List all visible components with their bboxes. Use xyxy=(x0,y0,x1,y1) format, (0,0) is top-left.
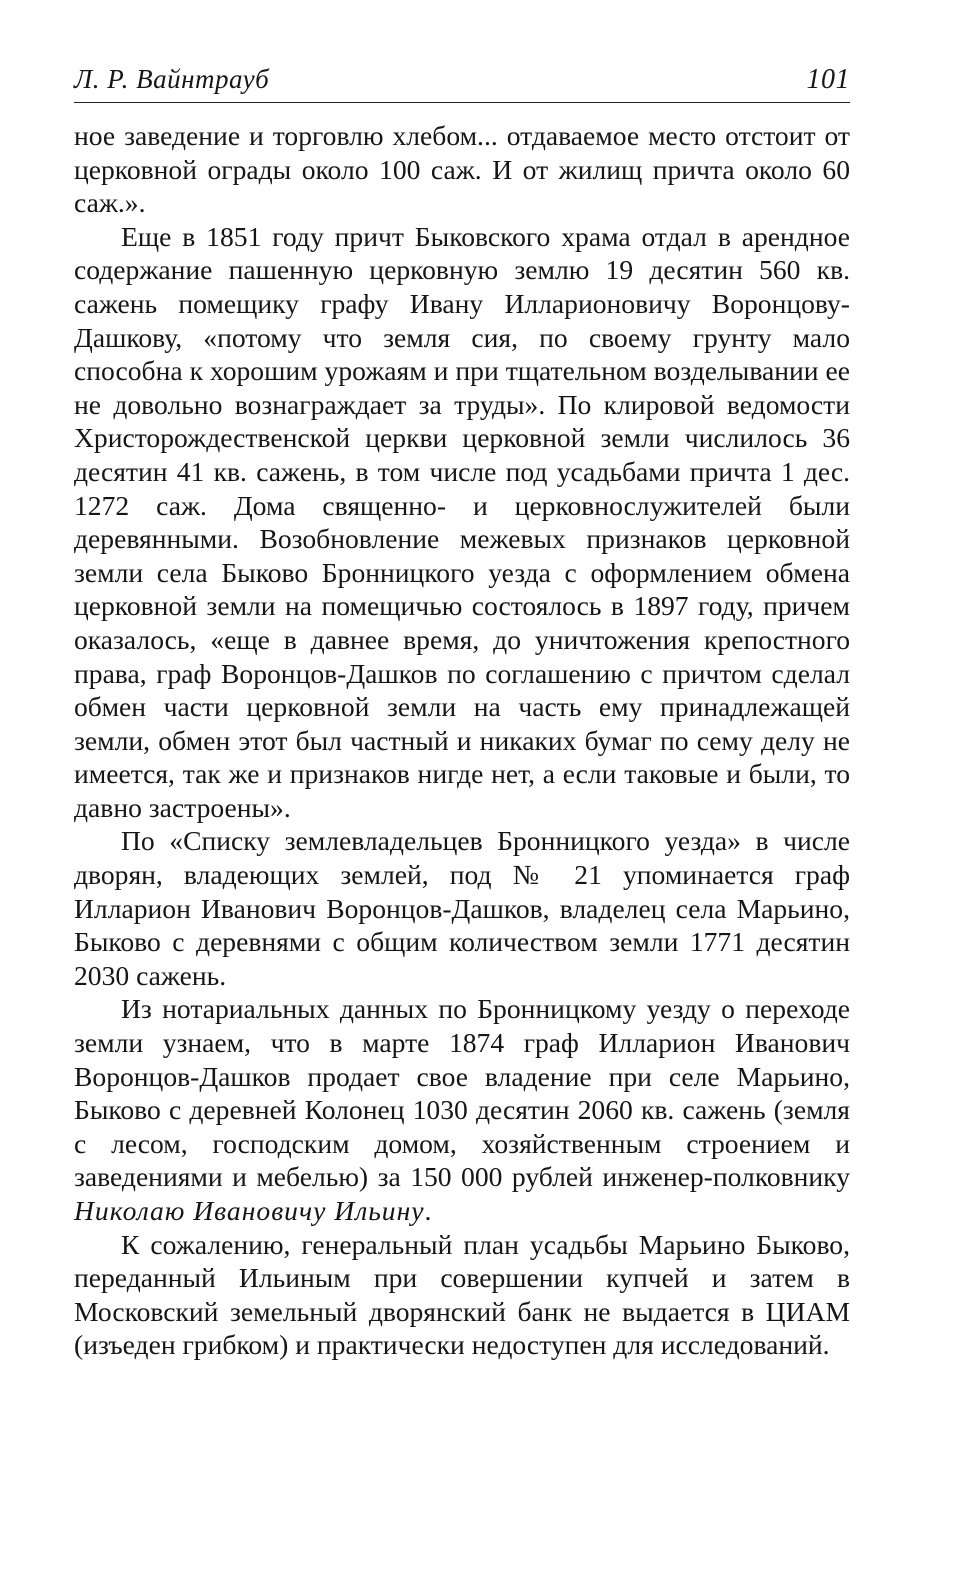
text-body xyxy=(74,119,850,1362)
paragraph-notarial-text: Из нотариальных данных по Бронницкому уезду о переходе земли узнаем, что в марте 1874 граф Илларион Иванович Воронцов-Дашков продает свое владение при селе Марьино, Быково с деревней Колонец 1030 десятин 2060 кв. сажень (земля с лесом, господским домом, хозяйственным строением и заведениями и мебелью) за 150 000 рублей инженер-полковнику xyxy=(74,993,850,1193)
paragraph-landowners-list: По «Списку землевладельцев Бронницкого уезда» в числе дворян, владеющих землей, под № 21 упоминается граф Илларион Иванович Воронцов-Дашков, владелец села Марьино, Быково с деревнями с общим количеством земли 1771 десятин 2030 сажень. xyxy=(74,825,850,991)
paragraph-notarial-end: . xyxy=(424,1195,432,1226)
running-head-author: Л. Р. Вайнтрауб xyxy=(74,64,270,94)
emphasis-buyer-name: Николаю Ивановичу Ильину xyxy=(74,1195,425,1226)
paragraph-notarial-data xyxy=(74,992,850,1227)
page-number: 101 xyxy=(806,64,850,95)
running-head xyxy=(74,62,850,103)
paragraph-general-plan: К сожалению, генеральный план усадьбы Марьино Быково, переданный Ильиным при совершении купчей и затем в Московский земельный дворянский банк не выдается в ЦИАМ (изъеден грибком) и практически недоступен для исследований. xyxy=(74,1228,850,1361)
paragraph-church-land: Еще в 1851 году причт Быковского храма отдал в арендное содержание пашенную церковную землю 19 десятин 560 кв. сажень помещику графу Ивану Илларионовичу Воронцову-Дашкову, «потому что земля сия, по своему грунту мало способна к хорошим урожаям и при тщательном возделывании ее не довольно вознаграждает за труды». По клировой ведомости Христорождественской церкви церковной земли числилось 36 десятин 41 кв. сажень, в том числе под усадьбами причта 1 дес. 1272 саж. Дома священно- и церковнослужителей были деревянными. Возобновление межевых признаков церковной земли села Быково Бронницкого уезда с оформлением обмена церковной земли на помещичью состоялось в 1897 году, причем оказалось, «еще в давнее время, до уничтожения крепостного права, граф Воронцов-Дашков по соглашению с причтом сделал обмен части церковной земли на часть ему принадлежащей земли, обмен этот был частный и никаких бумаг по сему делу не имеется, так же и признаков нигде нет, а если таковые и были, то давно застроены». xyxy=(74,220,850,823)
paragraph-continuation: ное заведение и торговлю хлебом... отдаваемое место отстоит от церковной ограды около 100 саж. И от жилищ причта около 60 саж.». xyxy=(74,120,850,219)
